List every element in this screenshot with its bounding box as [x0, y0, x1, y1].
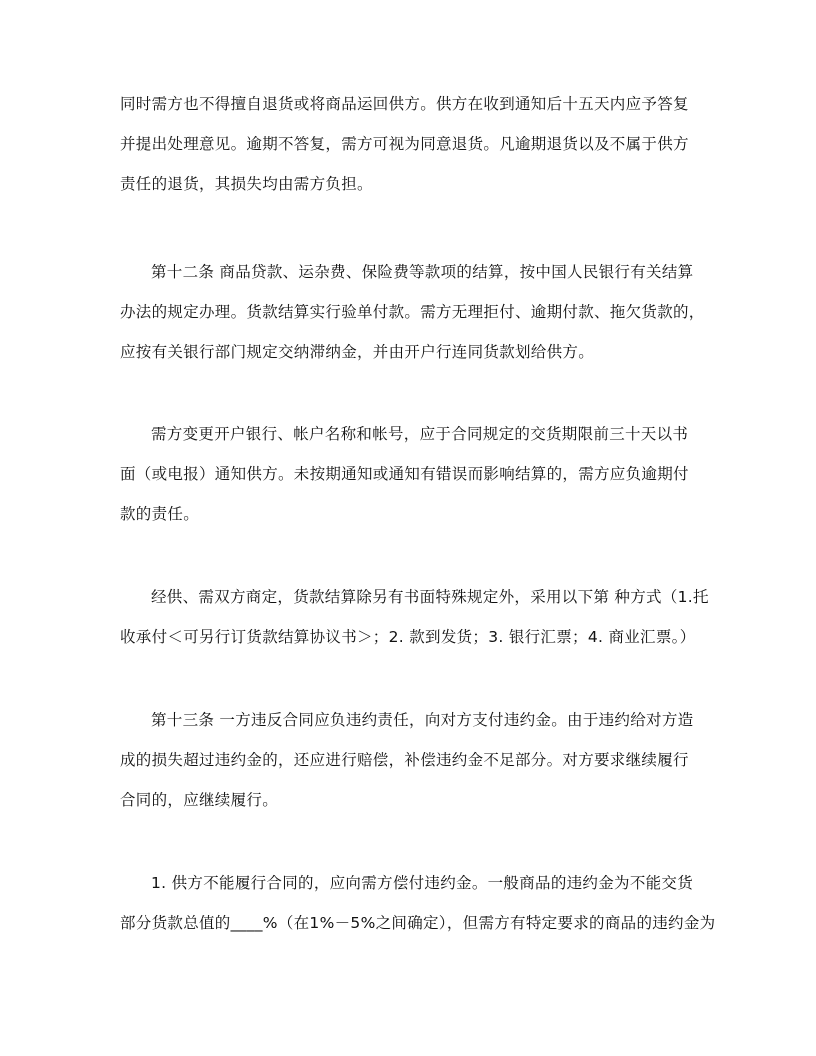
text-line: 经供、需双方商定，货款结算除另有书面特殊规定外，采用以下第 种方式（1.托	[151, 588, 709, 606]
paragraph-payment-method	[120, 577, 709, 657]
text-line: 款的责任。	[120, 505, 200, 523]
text-line: 同时需方也不得擅自退货或将商品运回供方。供方在收到通知后十五天内应予答复	[120, 95, 689, 113]
paragraph-article-12	[120, 252, 705, 372]
text-line: 合同的，应继续履行。	[120, 791, 279, 809]
text-line: 应按有关银行部门规定交纳滞纳金，并由开户行连同货款划给供方。	[120, 343, 595, 361]
paragraph-bank-change	[120, 414, 696, 534]
text-line: 办法的规定办理。货款结算实行验单付款。需方无理拒付、逾期付款、拖欠货款的，	[120, 303, 705, 321]
text-line: 1. 供方不能履行合同的，应向需方偿付违约金。一般商品的违约金为不能交货	[151, 874, 694, 892]
text-line: 第十三条 一方违反合同应负违约责任，向对方支付违约金。由于违约给对方造	[151, 711, 694, 729]
paragraph-supplier-penalty	[120, 863, 716, 943]
text-line: 面（或电报）通知供方。未按期通知或通知有错误而影响结算的，需方应负逾期付	[120, 465, 689, 483]
text-line: 部分货款总值的____%（在1%－5%之间确定），但需方有特定要求的商品的违约金为	[120, 914, 716, 932]
text-line: 并提出处理意见。逾期不答复，需方可视为同意退货。凡逾期退货以及不属于供方	[120, 135, 689, 153]
text-line: 第十二条 商品贷款、运杂费、保险费等款项的结算，按中国人民银行有关结算	[151, 263, 694, 281]
paragraph-article-13	[120, 700, 696, 820]
text-line: 责任的退货，其损失均由需方负担。	[120, 175, 373, 193]
text-line: 收承付＜可另行订货款结算协议书＞；2. 款到发货；3. 银行汇票；4. 商业汇票。）	[120, 628, 696, 646]
paragraph-return-goods	[120, 84, 696, 204]
text-line: 需方变更开户银行、帐户名称和帐号，应于合同规定的交货期限前三十天以书	[151, 425, 689, 443]
text-line: 成的损失超过违约金的，还应进行赔偿，补偿违约金不足部分。对方要求继续履行	[120, 751, 689, 769]
